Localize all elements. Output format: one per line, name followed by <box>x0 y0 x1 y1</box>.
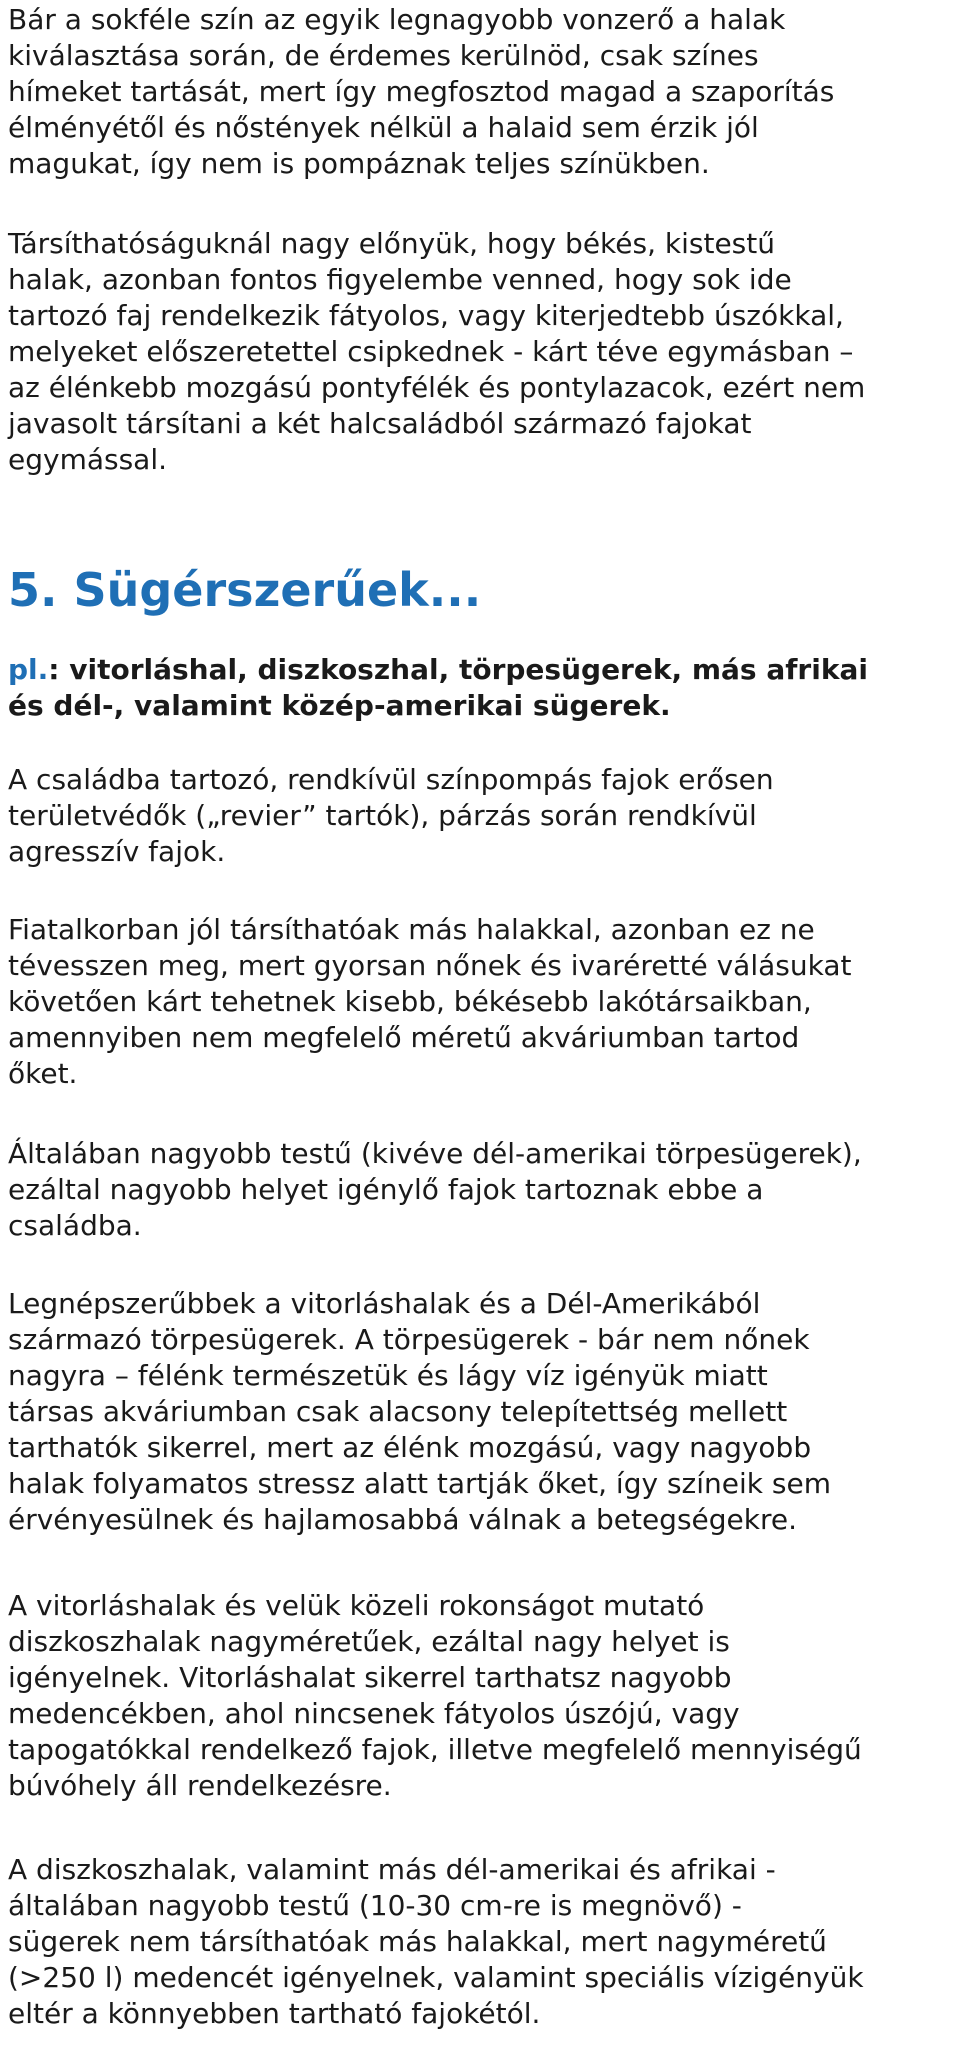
text-line: Legnépszerűbbek a vitorláshalak és a Dél-Amerikából <box>8 1287 761 1320</box>
text-line: az élénkebb mozgású pontyfélék és pontylazacok, ezért nem <box>8 371 866 404</box>
text-line: tartozó faj rendelkezik fátyolos, vagy kiterjedtebb úszókkal, <box>8 299 844 332</box>
text-line: területvédők („revier” tartók), párzás során rendkívül <box>8 799 757 832</box>
text-line: sügerek nem társíthatóak más halakkal, mert nagyméretű <box>8 1925 827 1958</box>
text-line: diszkoszhalak nagyméretűek, ezáltal nagy helyet is <box>8 1625 730 1658</box>
paragraph-color-selection <box>8 2 960 182</box>
text-line: ezáltal nagyobb helyet igénylő fajok tartoznak ebbe a <box>8 1173 764 1206</box>
text-line: nagyra – félénk természetük és lágy víz igényük miatt <box>8 1359 768 1392</box>
paragraph-compatibility <box>8 226 960 478</box>
text-line: halak, azonban fontos figyelembe venned, hogy sok ide <box>8 263 792 296</box>
text-line: tarthatók sikerrel, mert az élénk mozgású, vagy nagyobb <box>8 1431 812 1464</box>
text-line: magukat, így nem is pompáznak teljes színükben. <box>8 147 710 180</box>
paragraph-territorial <box>8 762 960 870</box>
text-line: javasolt társítani a két halcsaládból származó fajokat <box>8 407 752 440</box>
section-subtitle <box>8 652 868 724</box>
text-line: A vitorláshalak és velük közeli rokonságot mutató <box>8 1589 705 1622</box>
text-line: búvóhely áll rendelkezésre. <box>8 1769 392 1802</box>
text-line: amennyiben nem megfelelő méretű akváriumban tartod <box>8 1021 800 1054</box>
text-line: A családba tartozó, rendkívül színpompás fajok erősen <box>8 763 774 796</box>
text-line: társas akváriumban csak alacsony telepítettség mellett <box>8 1395 788 1428</box>
text-line: halak folyamatos stressz alatt tartják őket, így színeik sem <box>8 1467 831 1500</box>
paragraph-angelfish <box>8 1588 960 1804</box>
text-line: A diszkoszhalak, valamint más dél-amerikai és afrikai - <box>8 1853 776 1886</box>
paragraph-size <box>8 1136 960 1244</box>
text-line: hímeket tartását, mert így megfosztod magad a szaporítás <box>8 75 835 108</box>
text-line: érvényesülnek és hajlamosabbá válnak a betegségekre. <box>8 1503 797 1536</box>
text-line: családba. <box>8 1209 142 1242</box>
text-line: Általában nagyobb testű (kivéve dél-amerikai törpesügerek), <box>8 1137 862 1170</box>
section-heading: 5. Sügérszerűek... <box>8 563 482 617</box>
text-line: agresszív fajok. <box>8 835 226 868</box>
subtitle-prefix: pl. <box>8 653 49 686</box>
text-line: követően kárt tehetnek kisebb, békésebb lakótársaikban, <box>8 985 812 1018</box>
subtitle-text: : vitorláshal, diszkoszhal, törpesügerek, más afrikai <box>48 653 868 686</box>
text-line: eltér a könnyebben tartható fajokétól. <box>8 1997 541 2030</box>
text-line: élményétől és nőstények nélkül a halaid sem érzik jól <box>8 111 759 144</box>
text-line: egymással. <box>8 443 168 476</box>
text-line: Fiatalkorban jól társíthatóak más halakkal, azonban ez ne <box>8 913 815 946</box>
text-line: melyeket előszeretettel csipkednek - kárt téve egymásban – <box>8 335 854 368</box>
text-line: tévesszen meg, mert gyorsan nőnek és ivaréretté válásukat <box>8 949 852 982</box>
text-line: őket. <box>8 1057 78 1090</box>
text-line: igényelnek. Vitorláshalat sikerrel tarthatsz nagyobb <box>8 1661 732 1694</box>
text-line: (>250 l) medencét igényelnek, valamint speciális vízigényük <box>8 1961 864 1994</box>
text-line: tapogatókkal rendelkező fajok, illetve megfelelő mennyiségű <box>8 1733 862 1766</box>
subtitle-line: és dél-, valamint közép-amerikai sügerek. <box>8 689 671 722</box>
text-line: általában nagyobb testű (10-30 cm-re is megnövő) - <box>8 1889 742 1922</box>
paragraph-popular <box>8 1286 960 1538</box>
text-line: kiválasztása során, de érdemes kerülnöd, csak színes <box>8 39 759 72</box>
paragraph-discus <box>8 1852 960 2032</box>
text-line: Társíthatóságuknál nagy előnyük, hogy békés, kistestű <box>8 227 775 260</box>
text-line: származó törpesügerek. A törpesügerek - bár nem nőnek <box>8 1323 810 1356</box>
subtitle-line <box>8 652 868 688</box>
text-line: Bár a sokféle szín az egyik legnagyobb vonzerő a halak <box>8 3 786 36</box>
paragraph-juveniles <box>8 912 960 1092</box>
text-line: medencékben, ahol nincsenek fátyolos úszójú, vagy <box>8 1697 740 1730</box>
